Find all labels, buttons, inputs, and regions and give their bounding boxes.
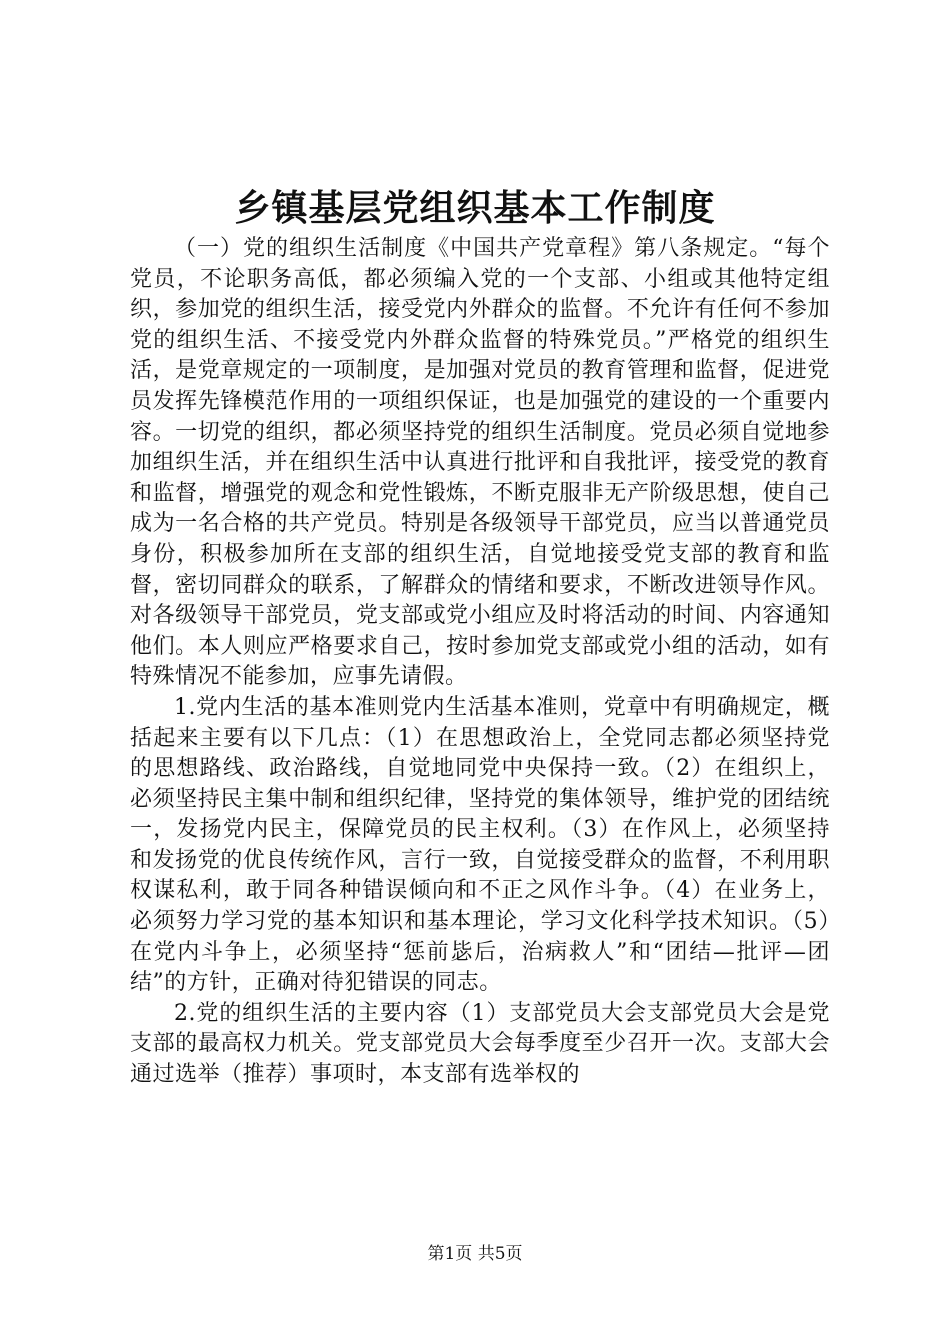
paragraph-basic-principles: 1.党内生活的基本准则党内生活基本准则，党章中有明确规定，概括起来主要有以下几点：（1）在思想政治上，全党同志都必须坚持党的思想路线、政治路线，自觉地同党中央保持一致。（2）在组织上，必须坚持民主集中制和组织纪律，坚持党的集体领导，维护党的团结统一，发扬党内民主，保障党员的民主权利。（3）在作风上，必须坚持和发扬党的优良传统作风，言行一致，自觉接受群众的监督，不利用职权谋私利，敢于同各种错误倾向和不正之风作斗争。（4）在业务上，必须努力学习党的基本知识和基本理论，学习文化科学技术知识。（5）在党内斗争上，必须坚持“惩前毖后，治病救人”和“团结—批评—团结”的方针，正确对待犯错误的同志。: [130, 694, 830, 996]
paragraph-main-contents: 2.党的组织生活的主要内容（1）支部党员大会支部党员大会是党支部的最高权力机关。党支部党员大会每季度至少召开一次。支部大会通过选举（推荐）事项时，本支部有选举权的: [130, 1000, 830, 1088]
page-number-footer: 第1页 共5页: [427, 1244, 523, 1264]
paragraph-organizational-life: （一）党的组织生活制度《中国共产党章程》第八条规定。“每个党员，不论职务高低，都必须编入党的一个支部、小组或其他特定组织，参加党的组织生活，接受党内外群众的监督。不允许有任何不参加党的组织生活、不接受党内外群众监督的特殊党员。”严格党的组织生活，是党章规定的一项制度，是加强对党员的教育管理和监督，促进党员发挥先锋模范作用的一项组织保证，也是加强党的建设的一个重要内容。一切党的组织，都必须坚持党的组织生活制度。党员必须自觉地参加组织生活，并在组织生活中认真进行批评和自我批评，接受党的教育和监督，增强党的观念和党性锻炼，不断克服非无产阶级思想，使自己成为一名合格的共产党员。特别是各级领导干部党员，应当以普通党员身份，积极参加所在支部的组织生活，自觉地接受党支部的教育和监督，密切同群众的联系，了解群众的情绪和要求，不断改进领导作风。对各级领导干部党员，党支部或党小组应及时将活动的时间、内容通知他们。本人则应严格要求自己，按时参加党支部或党小组的活动，如有特殊情况不能参加，应事先请假。: [130, 236, 830, 690]
document-body: [130, 234, 830, 1091]
document-title: 乡镇基层党组织基本工作制度: [234, 187, 716, 229]
